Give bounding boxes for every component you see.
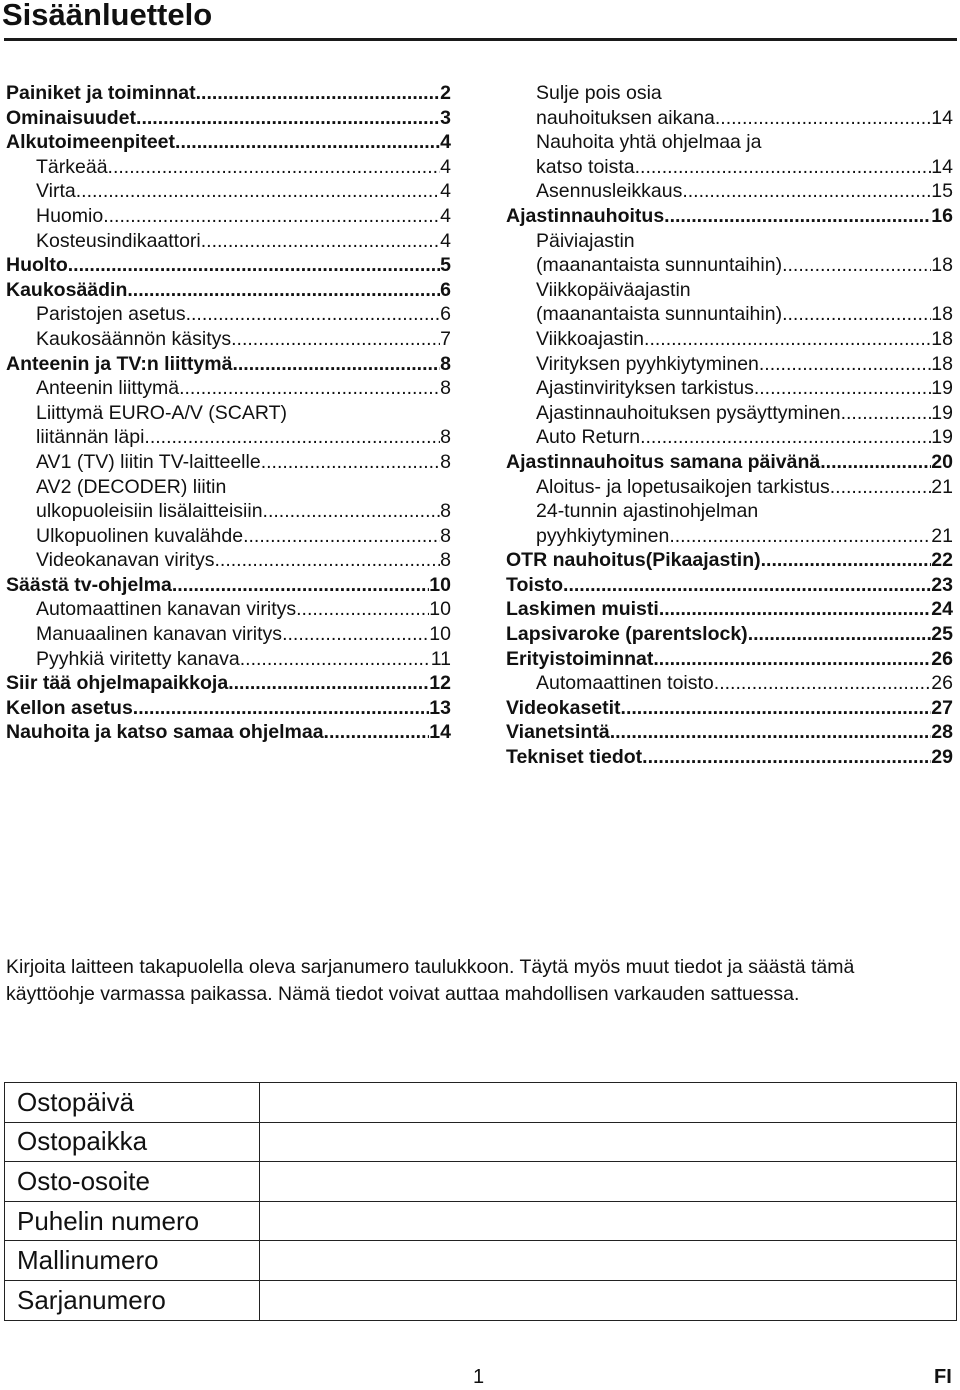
toc-entry [506,720,953,745]
toc-entry-page: 6 [440,278,451,301]
toc-entry-page: 19 [931,426,953,449]
toc-entry-page: 8 [440,377,451,400]
toc-dot-leader [653,647,931,672]
toc-entry-title: Ajastinnauhoitus [506,204,665,227]
toc-entry [506,204,953,229]
toc-dot-leader [186,302,441,327]
toc-entry [506,253,953,278]
toc-dot-leader [263,499,441,524]
toc-entry-page: 29 [931,746,953,769]
purchase-info-table [4,1082,957,1321]
toc-dot-leader [761,548,932,573]
toc-dot-leader [754,376,931,401]
toc-entry-title: pyyhkiytyminen [536,524,670,547]
toc-entry-title: Siir tää ohjelmapaikkoja [6,672,229,695]
toc-entry-page: 4 [440,180,451,203]
toc-entry [6,106,451,131]
toc-entry-page: 26 [931,672,953,695]
toc-entry-page: 7 [440,327,451,350]
toc-dot-leader [642,745,931,770]
toc-entry [6,81,451,106]
toc-entry-title: (maanantaista sunnuntaihin) [536,254,783,277]
toc-entry-page: 21 [931,475,953,498]
info-label: Ostopäivä [5,1083,260,1123]
toc-entry [506,745,953,770]
toc-entry [506,450,953,475]
toc-entry-page: 3 [440,106,451,129]
toc-dot-leader [261,450,440,475]
toc-dot-leader [563,573,931,598]
toc-entry-title: Ajastinvirityksen tarkistus [536,377,754,400]
toc-entry-page: 24 [931,598,953,621]
toc-entry-title: Videokanavan viritys [36,549,215,572]
toc-entry-page: 16 [931,204,953,227]
toc-entry [6,278,451,303]
toc-entry-page: 14 [931,106,953,129]
toc-entry-page: 8 [440,352,451,375]
info-value-cell[interactable] [260,1083,957,1123]
toc-entry-title: Paristojen asetus [36,303,186,326]
toc-entry [6,622,451,647]
toc-dot-leader [682,179,931,204]
toc-entry-page: 25 [931,623,953,646]
toc-entry-title: Kosteusindikaattori [36,229,201,252]
toc-entry [506,130,953,155]
toc-dot-leader [635,155,932,180]
toc-dot-leader [715,106,931,131]
toc-dot-leader [127,278,440,303]
toc-dot-leader [748,622,932,647]
toc-entry-title: Viikkoajastin [536,327,645,350]
info-value-cell[interactable] [260,1241,957,1281]
toc-entry [6,179,451,204]
toc-entry-title: ulkopuoleisiin lisälaitteisiin [36,500,263,523]
toc-dot-leader [175,130,440,155]
toc-entry-title: (maanantaista sunnuntaihin) [536,303,783,326]
toc-dot-leader [659,597,931,622]
toc-entry [506,278,953,303]
toc-entry-page: 18 [931,303,953,326]
info-label: Ostopaikka [5,1122,260,1162]
toc-entry-title: Aloitus- ja lopetusaikojen tarkistus [536,475,830,498]
toc-entry-page: 20 [931,450,953,473]
toc-dot-leader [144,425,440,450]
toc-entry-title: nauhoituksen aikana [536,106,715,129]
toc-dot-leader [640,425,931,450]
toc-dot-leader [228,671,429,696]
toc-entry [506,155,953,180]
toc-entry [6,204,451,229]
toc-entry-title: Alkutoimeenpiteet [6,131,176,154]
toc-dot-leader [282,622,429,647]
toc-entry-page: 21 [931,524,953,547]
info-label: Osto-osoite [5,1162,260,1202]
toc-entry-page: 19 [931,377,953,400]
toc-entry-page: 18 [931,352,953,375]
toc-entry-title: Automaattinen toisto [536,672,714,695]
toc-entry-title: Auto Return [536,426,641,449]
toc-entry-title: AV1 (TV) liitin TV-laitteelle [36,450,261,473]
info-row [5,1162,957,1202]
toc-entry [506,696,953,721]
toc-entry [6,671,451,696]
toc-entry [506,499,953,524]
toc-dot-leader [76,179,440,204]
toc-entry-title: Ajastinnauhoitus samana päivänä [506,450,821,473]
toc-dot-leader [196,81,441,106]
info-label: Sarjanumero [5,1280,260,1320]
toc-entry-title: Videokasetit [506,696,621,719]
toc-entry-title: 24-tunnin ajastinohjelman [536,500,759,523]
toc-entry-title: Viikkopäiväajastin [536,278,691,301]
toc-entry [6,253,451,278]
toc-entry-page: 28 [931,721,953,744]
toc-dot-leader [782,253,931,278]
toc-entry-title: Laskimen muisti [506,598,659,621]
toc-entry-title: katso toista [536,155,635,178]
serial-number-note: Kirjoita laitteen takapuolella oleva sarjanumero taulukkoon. Täytä myös muut tiedot ja säästä tämä käyttöohje varmassa paikassa. Nämä tiedot voivat auttaa mahdollisen varkauden sattuessa. [6,956,855,1005]
toc-dot-leader [324,720,430,745]
toc-dot-leader [714,671,932,696]
toc-entry-title: Painiket ja toiminnat [6,82,196,104]
page-number: 1 [473,1366,485,1388]
toc-entry-page: 8 [440,524,451,547]
toc-entry [506,671,953,696]
toc-entry [506,327,953,352]
toc-entry [6,327,451,352]
info-row [5,1122,957,1162]
toc-entry-title: Virta [36,180,76,203]
info-value-cell[interactable] [260,1201,957,1241]
toc-entry-page: 4 [440,204,451,227]
toc-entry-title: Ajastinnauhoituksen pysäyttyminen [536,401,841,424]
info-label: Puhelin numero [5,1201,260,1241]
info-row [5,1083,957,1123]
toc-entry-title: Ominaisuudet [6,106,137,129]
toc-dot-leader [231,327,440,352]
toc-dot-leader [610,720,932,745]
toc-entry-page: 14 [429,721,451,744]
toc-entry-title: Pyyhkiä viritetty kanava [36,647,240,670]
toc-entry [6,475,451,500]
toc-dot-leader [240,647,431,672]
info-row [5,1280,957,1320]
toc-entry-title: Liittymä EURO-A/V (SCART) [36,401,288,424]
info-row [5,1201,957,1241]
toc-dot-leader [644,327,931,352]
toc-entry [506,622,953,647]
toc-dot-leader [664,204,931,229]
toc-entry [6,499,451,524]
toc-entry-page: 5 [440,254,451,277]
toc-right-column [506,81,953,770]
toc-entry-page: 10 [429,623,451,646]
toc-entry-page: 18 [931,254,953,277]
toc-entry [6,155,451,180]
toc-dot-leader [215,548,441,573]
toc-entry-title: Tärkeää [36,155,108,178]
toc-entry-title: Kaukosäännön käsitys [36,327,232,350]
toc-entry-title: Säästä tv-ohjelma [6,573,172,596]
toc-entry [506,401,953,426]
toc-entry-page: 15 [931,180,953,203]
toc-entry-page: 12 [429,672,451,695]
toc-entry-title: Anteenin ja TV:n liittymä [6,352,233,375]
toc-entry [6,696,451,721]
toc-entry-title: Vianetsintä [506,721,610,744]
toc-entry-title: Virityksen pyyhkiytyminen [536,352,759,375]
toc-entry-title: Manuaalinen kanavan viritys [36,623,283,646]
toc-entry-title: Päiviajastin [536,229,635,252]
toc-entry-page: 10 [429,573,451,596]
toc-entry-page: 27 [931,696,953,719]
toc-entry [506,548,953,573]
info-row [5,1241,957,1281]
toc-entry-page: 4 [440,155,451,178]
toc-entry [506,475,953,500]
toc-entry [6,524,451,549]
toc-entry-title: Nauhoita yhtä ohjelmaa ja [536,131,762,154]
page-title: Sisäänluettelo [2,0,213,32]
toc-entry [6,376,451,401]
toc-entry [506,597,953,622]
toc-entry-title: Sulje pois osia [536,82,662,104]
toc-entry [6,450,451,475]
toc-entry [506,179,953,204]
toc-entry-page: 8 [440,549,451,572]
toc-entry-title: OTR nauhoitus(Pikaajastin) [506,549,761,572]
title-rule [4,38,957,41]
info-label: Mallinumero [5,1241,260,1281]
toc-entry [506,647,953,672]
toc-entry [506,352,953,377]
toc-entry-title: liitännän läpi [36,426,145,449]
toc-entry [6,352,451,377]
toc-entry [6,302,451,327]
toc-dot-leader [136,106,440,131]
toc-dot-leader [820,450,931,475]
toc-entry-page: 14 [931,155,953,178]
toc-entry [6,401,451,426]
toc-entry-page: 13 [429,696,451,719]
toc-entry-title: Asennusleikkaus [536,180,683,203]
toc-dot-leader [172,573,429,598]
toc-dot-leader [621,696,932,721]
info-value-cell[interactable] [260,1122,957,1162]
toc-entry [506,376,953,401]
toc-entry-page: 22 [931,549,953,572]
toc-dot-leader [296,597,429,622]
toc-entry-page: 8 [440,426,451,449]
toc-dot-leader [782,302,931,327]
toc-entry-title: Erityistoiminnat [506,647,654,670]
toc-entry-title: Kellon asetus [6,696,133,719]
toc-entry [506,425,953,450]
toc-entry [6,573,451,598]
toc-dot-leader [133,696,430,721]
toc-entry-title: Huomio [36,204,104,227]
toc-entry-page: 19 [931,401,953,424]
toc-entry-page: 10 [429,598,451,621]
toc-entry-title: Tekniset tiedot [506,746,643,769]
toc-entry [506,573,953,598]
toc-entry-page: 18 [931,327,953,350]
toc-entry-page: 2 [440,82,451,104]
toc-entry [6,229,451,254]
toc-entry-page: 4 [440,131,451,154]
toc-entry-page: 11 [430,647,451,670]
toc-entry-page: 6 [440,303,451,326]
toc-entry-page: 8 [440,450,451,473]
toc-dot-leader [179,376,440,401]
toc-dot-leader [841,401,932,426]
toc-dot-leader [232,352,440,377]
info-value-cell[interactable] [260,1280,957,1320]
toc-entry [506,524,953,549]
toc-entry-title: Lapsivaroke (parentslock) [506,623,748,646]
toc-entry [6,548,451,573]
toc-dot-leader [103,204,440,229]
toc-entry-title: Toisto [506,573,564,596]
toc-entry-title: Huolto [6,254,68,277]
toc-entry-title: Automaattinen kanavan viritys [36,598,297,621]
toc-entry [6,425,451,450]
toc-entry [506,106,953,131]
toc-entry [6,597,451,622]
toc-dot-leader [830,475,932,500]
toc-dot-leader [108,155,441,180]
toc-entry [506,302,953,327]
toc-entry [506,81,953,106]
toc-entry-title: Anteenin liittymä [36,377,180,400]
toc-entry [506,229,953,254]
toc-entry-page: 26 [931,647,953,670]
toc-entry-page: 4 [440,229,451,252]
toc-entry [6,647,451,672]
toc-dot-leader [201,229,440,254]
toc-dot-leader [68,253,440,278]
toc-entry-page: 23 [931,573,953,596]
toc-entry [6,720,451,745]
toc-entry-title: Nauhoita ja katso samaa ohjelmaa [6,721,324,744]
language-code: FI [934,1366,952,1388]
toc-left-column [6,81,451,745]
toc-entry-title: Kaukosäädin [6,278,128,301]
toc-dot-leader [243,524,440,549]
toc-dot-leader [669,524,931,549]
toc-entry [6,130,451,155]
info-value-cell[interactable] [260,1162,957,1202]
toc-entry-page: 8 [440,500,451,523]
toc-dot-leader [759,352,931,377]
toc-entry-title: Ulkopuolinen kuvalähde [36,524,244,547]
toc-entry-title: AV2 (DECODER) liitin [36,475,227,498]
